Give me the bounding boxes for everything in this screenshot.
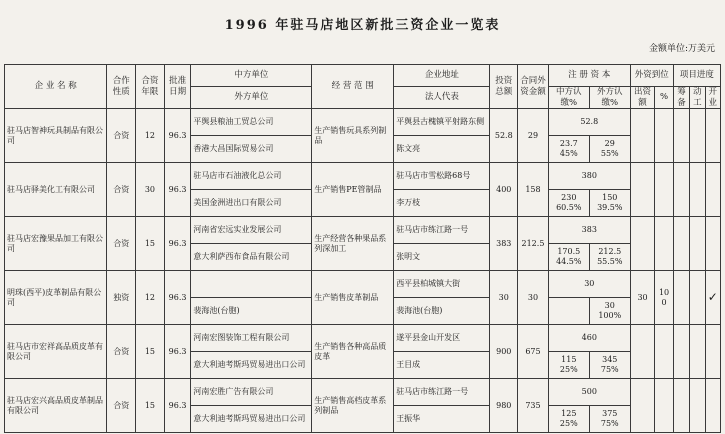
company-address: 平舆县古槐镇平射路东侧 [394, 109, 490, 136]
company-address: 驻马店市练江路一号 [394, 379, 490, 406]
foreign-capital-amount [630, 217, 655, 271]
approval-date: 96.3 [164, 271, 191, 325]
total-investment: 383 [490, 217, 518, 271]
total-investment: 980 [490, 379, 518, 433]
header-invest: 投资 总额 [490, 65, 518, 109]
foreign-party: 意大利迪考斯玛贸易进出口公司 [191, 406, 312, 433]
foreign-capital-pct [655, 217, 673, 271]
contract-foreign-amount: 675 [518, 325, 549, 379]
total-investment: 900 [490, 325, 518, 379]
progress-build [690, 163, 705, 217]
header-arr-pct: % [655, 87, 673, 109]
cooperation-type: 合资 [107, 217, 136, 271]
company-name: 驻马店驿美化工有限公司 [5, 163, 107, 217]
legal-representative: 裴海池(台胞) [394, 298, 490, 325]
progress-build [690, 217, 705, 271]
foreign-party: 意大利萨西布食品有限公司 [191, 244, 312, 271]
contract-foreign-amount: 212.5 [518, 217, 549, 271]
foreign-subscription: 29 55% [589, 136, 630, 163]
approval-date: 96.3 [164, 163, 191, 217]
legal-representative: 张明文 [394, 244, 490, 271]
table-row [5, 217, 721, 244]
joint-years: 15 [136, 379, 165, 433]
currency-unit-note: 金额单位:万美元 [648, 44, 715, 54]
header-row-1 [5, 65, 721, 87]
joint-years: 12 [136, 109, 165, 163]
header-arrival: 外资到位 [630, 65, 673, 87]
foreign-capital-amount [630, 379, 655, 433]
progress-open [705, 163, 720, 217]
contract-foreign-amount: 158 [518, 163, 549, 217]
company-name: 明珠(西平)皮革制品有限公司 [5, 271, 107, 325]
chinese-subscription: 125 25% [548, 406, 589, 433]
cooperation-type: 合资 [107, 163, 136, 217]
header-rep: 法人代表 [394, 87, 490, 109]
header-date: 批准 日期 [164, 65, 191, 109]
progress-open [705, 379, 720, 433]
progress-open [705, 325, 720, 379]
legal-representative: 陈文亮 [394, 136, 490, 163]
foreign-capital-amount [630, 163, 655, 217]
progress-open: ✓ [705, 271, 720, 325]
registered-capital-total: 460 [548, 325, 630, 352]
legal-representative: 王目成 [394, 352, 490, 379]
joint-years: 30 [136, 163, 165, 217]
foreign-capital-pct [655, 163, 673, 217]
company-address: 驻马店市练江路一号 [394, 217, 490, 244]
foreign-capital-amount: 30 [630, 271, 655, 325]
foreign-capital-amount [630, 325, 655, 379]
table-row [5, 109, 721, 136]
cooperation-type: 独资 [107, 271, 136, 325]
header-prog-prep: 筹备 [673, 87, 689, 109]
foreign-subscription: 150 39.5% [589, 190, 630, 217]
registered-capital-total: 383 [548, 217, 630, 244]
header-prog-open: 开业 [705, 87, 720, 109]
foreign-party: 美国金洲进出口有限公司 [191, 190, 312, 217]
chinese-party: 河南宏图装饰工程有限公司 [191, 325, 312, 352]
total-investment: 400 [490, 163, 518, 217]
progress-prep [673, 217, 689, 271]
chinese-party: 河南省宏远实业发展公司 [191, 217, 312, 244]
progress-prep [673, 271, 689, 325]
foreign-subscription: 30 100% [589, 298, 630, 325]
approval-date: 96.3 [164, 379, 191, 433]
chinese-subscription: 23.7 45% [548, 136, 589, 163]
foreign-capital-pct [655, 379, 673, 433]
company-name: 驻马店宏豫果品加工有限公司 [5, 217, 107, 271]
joint-years: 15 [136, 217, 165, 271]
cooperation-type: 合资 [107, 325, 136, 379]
progress-build [690, 271, 705, 325]
foreign-party: 裴海池(台胞) [191, 298, 312, 325]
contract-foreign-amount: 29 [518, 109, 549, 163]
foreign-capital-pct [655, 109, 673, 163]
progress-prep [673, 163, 689, 217]
registered-capital-total: 500 [548, 379, 630, 406]
header-fo-sub: 外方认缴% [589, 87, 630, 109]
business-scope: 生产销售各种高品质皮革 [312, 325, 394, 379]
cooperation-type: 合资 [107, 379, 136, 433]
chinese-party: 驻马店市石油液化总公司 [191, 163, 312, 190]
chinese-party: 河南宏胜广告有限公司 [191, 379, 312, 406]
foreign-capital-pct [655, 325, 673, 379]
header-arr-amount: 出资额 [630, 87, 655, 109]
joint-years: 12 [136, 271, 165, 325]
total-investment: 30 [490, 271, 518, 325]
progress-build [690, 325, 705, 379]
page-title: 1996 年驻马店地区新批三资企业一览表 [224, 18, 501, 33]
foreign-party: 香港大昌国际贸易公司 [191, 136, 312, 163]
company-name: 驻马店宏兴高品质皮革制品有限公司 [5, 379, 107, 433]
foreign-capital-amount [630, 109, 655, 163]
header-prog-build: 动工 [690, 87, 705, 109]
foreign-capital-pct: 100 [655, 271, 673, 325]
table-row [5, 271, 721, 298]
chinese-subscription: 115 25% [548, 352, 589, 379]
contract-foreign-amount: 30 [518, 271, 549, 325]
chinese-subscription [548, 298, 589, 325]
chinese-party [191, 271, 312, 298]
foreign-subscription: 212.5 55.5% [589, 244, 630, 271]
chinese-subscription: 170.5 44.5% [548, 244, 589, 271]
header-reg-capital: 注 册 资 本 [548, 65, 630, 87]
header-name: 企 业 名 称 [5, 65, 107, 109]
joint-years: 15 [136, 325, 165, 379]
header-years: 合资 年限 [136, 65, 165, 109]
foreign-subscription: 345 75% [589, 352, 630, 379]
company-address: 遂平县金山开发区 [394, 325, 490, 352]
progress-prep [673, 325, 689, 379]
approval-date: 96.3 [164, 217, 191, 271]
company-address: 驻马店市雪松路68号 [394, 163, 490, 190]
business-scope: 生产销售皮革制品 [312, 271, 394, 325]
progress-build [690, 379, 705, 433]
company-address: 西平县柏城镇大街 [394, 271, 490, 298]
header-cn-party: 中方单位 [191, 65, 312, 87]
progress-prep [673, 109, 689, 163]
header-contract: 合同外 资金额 [518, 65, 549, 109]
header-scope: 经 营 范 围 [312, 65, 394, 109]
legal-representative: 王振华 [394, 406, 490, 433]
header-type: 合作 性质 [107, 65, 136, 109]
progress-build [690, 109, 705, 163]
header-foreign-party: 外方单位 [191, 87, 312, 109]
progress-prep [673, 379, 689, 433]
table-row [5, 379, 721, 406]
table-row [5, 325, 721, 352]
chinese-party: 平舆县粮油工贸总公司 [191, 109, 312, 136]
total-investment: 52.8 [490, 109, 518, 163]
enterprise-table [4, 64, 721, 433]
business-scope: 生产销售高档皮革系列制品 [312, 379, 394, 433]
contract-foreign-amount: 735 [518, 379, 549, 433]
foreign-party: 意大利迪考斯玛贸易进出口公司 [191, 352, 312, 379]
company-name: 驻马店市宏祥高品质皮革有限公司 [5, 325, 107, 379]
header-cn-sub: 中方认缴% [548, 87, 589, 109]
header-addr: 企业地址 [394, 65, 490, 87]
company-name: 驻马店智神玩具制品有限公司 [5, 109, 107, 163]
approval-date: 96.3 [164, 109, 191, 163]
registered-capital-total: 30 [548, 271, 630, 298]
business-scope: 生产销售玩具系列制品 [312, 109, 394, 163]
foreign-subscription: 375 75% [589, 406, 630, 433]
chinese-subscription: 230 60.5% [548, 190, 589, 217]
table-row [5, 163, 721, 190]
cooperation-type: 合资 [107, 109, 136, 163]
legal-representative: 李万枝 [394, 190, 490, 217]
progress-open [705, 109, 720, 163]
registered-capital-total: 380 [548, 163, 630, 190]
header-progress: 项目进度 [673, 65, 720, 87]
registered-capital-total: 52.8 [548, 109, 630, 136]
business-scope: 生产销售PE管制品 [312, 163, 394, 217]
approval-date: 96.3 [164, 325, 191, 379]
progress-open [705, 217, 720, 271]
business-scope: 生产经营各种果品系列深加工 [312, 217, 394, 271]
